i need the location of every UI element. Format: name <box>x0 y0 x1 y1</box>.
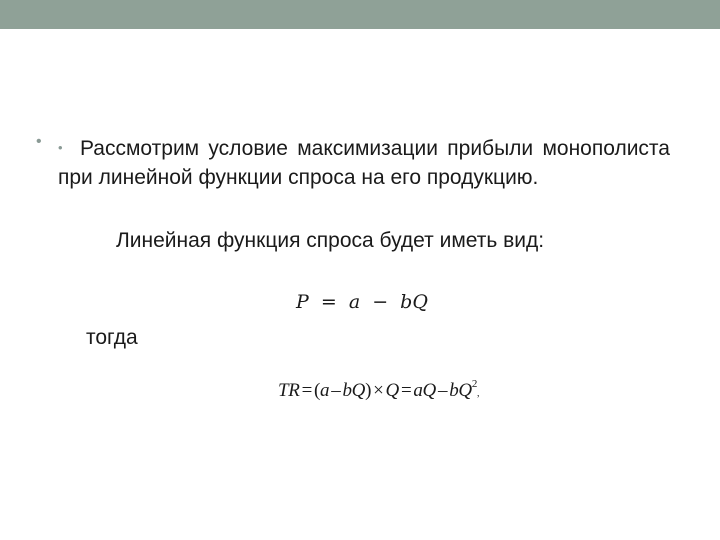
tr-var-q: Q <box>385 380 399 401</box>
tr-eq2: = <box>400 380 412 401</box>
tr-var-bq: bQ <box>342 380 366 401</box>
intro-paragraph-text: Рассмотрим условие максимизации прибыли монополиста при линейной функции спроса на его продукцию. <box>58 137 670 189</box>
formula-var-a: a <box>348 291 361 313</box>
slide-body <box>0 29 720 540</box>
tr-var: TR <box>278 380 300 401</box>
tr-var-aq: aQ <box>413 380 436 401</box>
tr-times: × <box>373 380 384 401</box>
tr-minus: – <box>331 380 341 401</box>
formula-var-bq: bQ <box>400 291 428 313</box>
tr-exponent: 2 <box>471 378 478 390</box>
outer-bullet-icon: • <box>36 133 42 150</box>
tr-eq: = <box>301 380 312 401</box>
formula-eq: = <box>320 291 337 313</box>
intro-paragraph <box>58 133 670 192</box>
tr-var-bq2: bQ <box>449 380 472 401</box>
formula-minus: − <box>372 291 389 313</box>
inner-bullet-icon: • <box>58 140 63 155</box>
tr-open-paren: ( <box>314 380 321 401</box>
then-label: тогда <box>86 326 138 349</box>
formula-var-p: P <box>296 291 309 313</box>
total-revenue-formula <box>278 371 479 407</box>
tr-tail: , <box>477 388 480 399</box>
demand-function-heading: Линейная функция спроса будет иметь вид: <box>116 229 545 252</box>
tr-var-a: a <box>320 380 330 401</box>
slide-header-bar <box>0 0 720 29</box>
tr-close-paren: ) <box>365 380 372 401</box>
demand-formula <box>296 289 428 315</box>
tr-minus2: – <box>437 380 448 401</box>
